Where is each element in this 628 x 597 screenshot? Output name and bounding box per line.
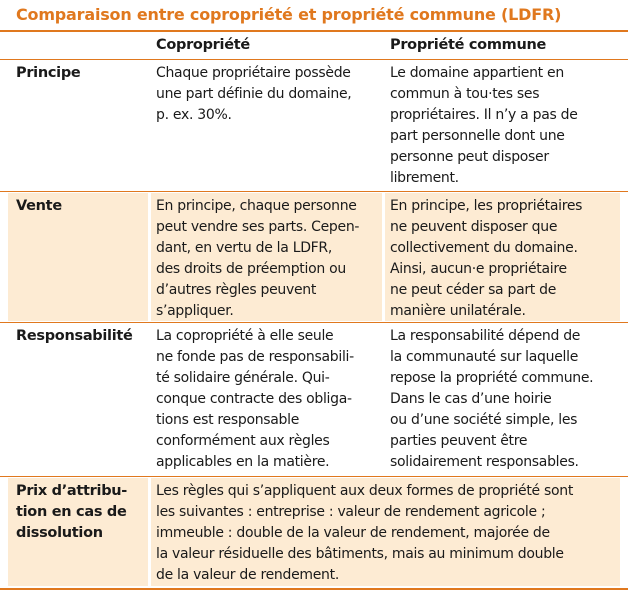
text-line: commun à tou·tes ses bbox=[390, 86, 540, 102]
row-divider bbox=[0, 476, 628, 477]
row-label-vente bbox=[8, 193, 148, 321]
text-line: Chaque propriétaire possède bbox=[156, 65, 351, 81]
row-divider bbox=[0, 191, 628, 192]
row-label-line: Prix d’attribu- bbox=[16, 483, 128, 499]
text-line: d’autres règles peuvent bbox=[156, 282, 317, 298]
text-line: dant, en vertu de la LDFR, bbox=[156, 240, 333, 256]
text-line: La copropriété à elle seule bbox=[156, 328, 334, 344]
text-line: la valeur résiduelle des bâtiments, mais au minimum double bbox=[156, 546, 564, 562]
text-line: ne peut céder sa part de bbox=[390, 282, 557, 298]
text-line: Dans le cas d’une hoirie bbox=[390, 391, 552, 407]
cell-principe-propriete-commune bbox=[390, 63, 620, 189]
row-label-line: dissolution bbox=[16, 525, 103, 541]
cell-principe-copropriete bbox=[156, 63, 380, 189]
row-divider bbox=[0, 322, 628, 323]
text-line: ne fonde pas de responsabili- bbox=[156, 349, 354, 365]
text-line: Les règles qui s’appliquent aux deux formes de propriété sont bbox=[156, 483, 574, 499]
text-line: collectivement du domaine. bbox=[390, 240, 578, 256]
text-line: les suivantes : entreprise : valeur de rendement agricole ; bbox=[156, 504, 546, 520]
text-line: p. ex. 30%. bbox=[156, 107, 232, 123]
text-line: applicables en la matière. bbox=[156, 454, 330, 470]
row-label-line: Responsabilité bbox=[16, 328, 133, 344]
text-line: tions est responsable bbox=[156, 412, 300, 428]
text-line: manière unilatérale. bbox=[390, 303, 526, 319]
cell-responsabilite-copropriete bbox=[156, 326, 380, 474]
text-line: Le domaine appartient en bbox=[390, 65, 564, 81]
header-copropriete: Copropriété bbox=[156, 37, 250, 53]
row-label-line: Vente bbox=[16, 198, 62, 214]
text-line: En principe, chaque personne bbox=[156, 198, 357, 214]
text-line: part personnelle dont une bbox=[390, 128, 565, 144]
row-label-responsabilite bbox=[16, 326, 146, 474]
text-line: té solidaire générale. Qui- bbox=[156, 370, 330, 386]
text-line: propriétaires. Il n’y a pas de bbox=[390, 107, 578, 123]
text-line: repose la propriété commune. bbox=[390, 370, 594, 386]
row-label-line: tion en cas de bbox=[16, 504, 127, 520]
text-line: La responsabilité dépend de bbox=[390, 328, 581, 344]
cell-vente-copropriete bbox=[151, 193, 382, 321]
row-divider bbox=[0, 59, 628, 60]
row-label-prix-attribution bbox=[8, 478, 148, 586]
text-line: Ainsi, aucun·e propriétaire bbox=[390, 261, 567, 277]
text-line: de la valeur de rendement. bbox=[156, 567, 339, 583]
text-line: s’appliquer. bbox=[156, 303, 234, 319]
cell-vente-propriete-commune bbox=[385, 193, 620, 321]
text-line: solidairement responsables. bbox=[390, 454, 579, 470]
text-line: des droits de préemption ou bbox=[156, 261, 346, 277]
title-rule bbox=[0, 30, 628, 32]
row-label-line: Principe bbox=[16, 65, 81, 81]
text-line: conque contracte des obliga- bbox=[156, 391, 352, 407]
text-line: conformément aux règles bbox=[156, 433, 330, 449]
text-line: immeuble : double de la valeur de rendement, majorée de bbox=[156, 525, 550, 541]
row-label-principe bbox=[16, 63, 146, 189]
header-propriete-commune: Propriété commune bbox=[390, 37, 547, 53]
text-line: ou d’une société simple, les bbox=[390, 412, 578, 428]
text-line: ne peuvent disposer que bbox=[390, 219, 558, 235]
cell-responsabilite-propriete-commune bbox=[390, 326, 620, 474]
text-line: parties peuvent être bbox=[390, 433, 528, 449]
text-line: peut vendre ses parts. Cepen- bbox=[156, 219, 360, 235]
text-line: personne peut disposer bbox=[390, 149, 549, 165]
table-bottom-rule bbox=[0, 588, 628, 590]
text-line: En principe, les propriétaires bbox=[390, 198, 583, 214]
text-line: la communauté sur laquelle bbox=[390, 349, 579, 365]
text-line: une part définie du domaine, bbox=[156, 86, 352, 102]
cell-prix-attribution-span bbox=[151, 478, 620, 586]
text-line: librement. bbox=[390, 170, 459, 186]
table-title: Comparaison entre copropriété et propriété commune (LDFR) bbox=[16, 5, 562, 24]
